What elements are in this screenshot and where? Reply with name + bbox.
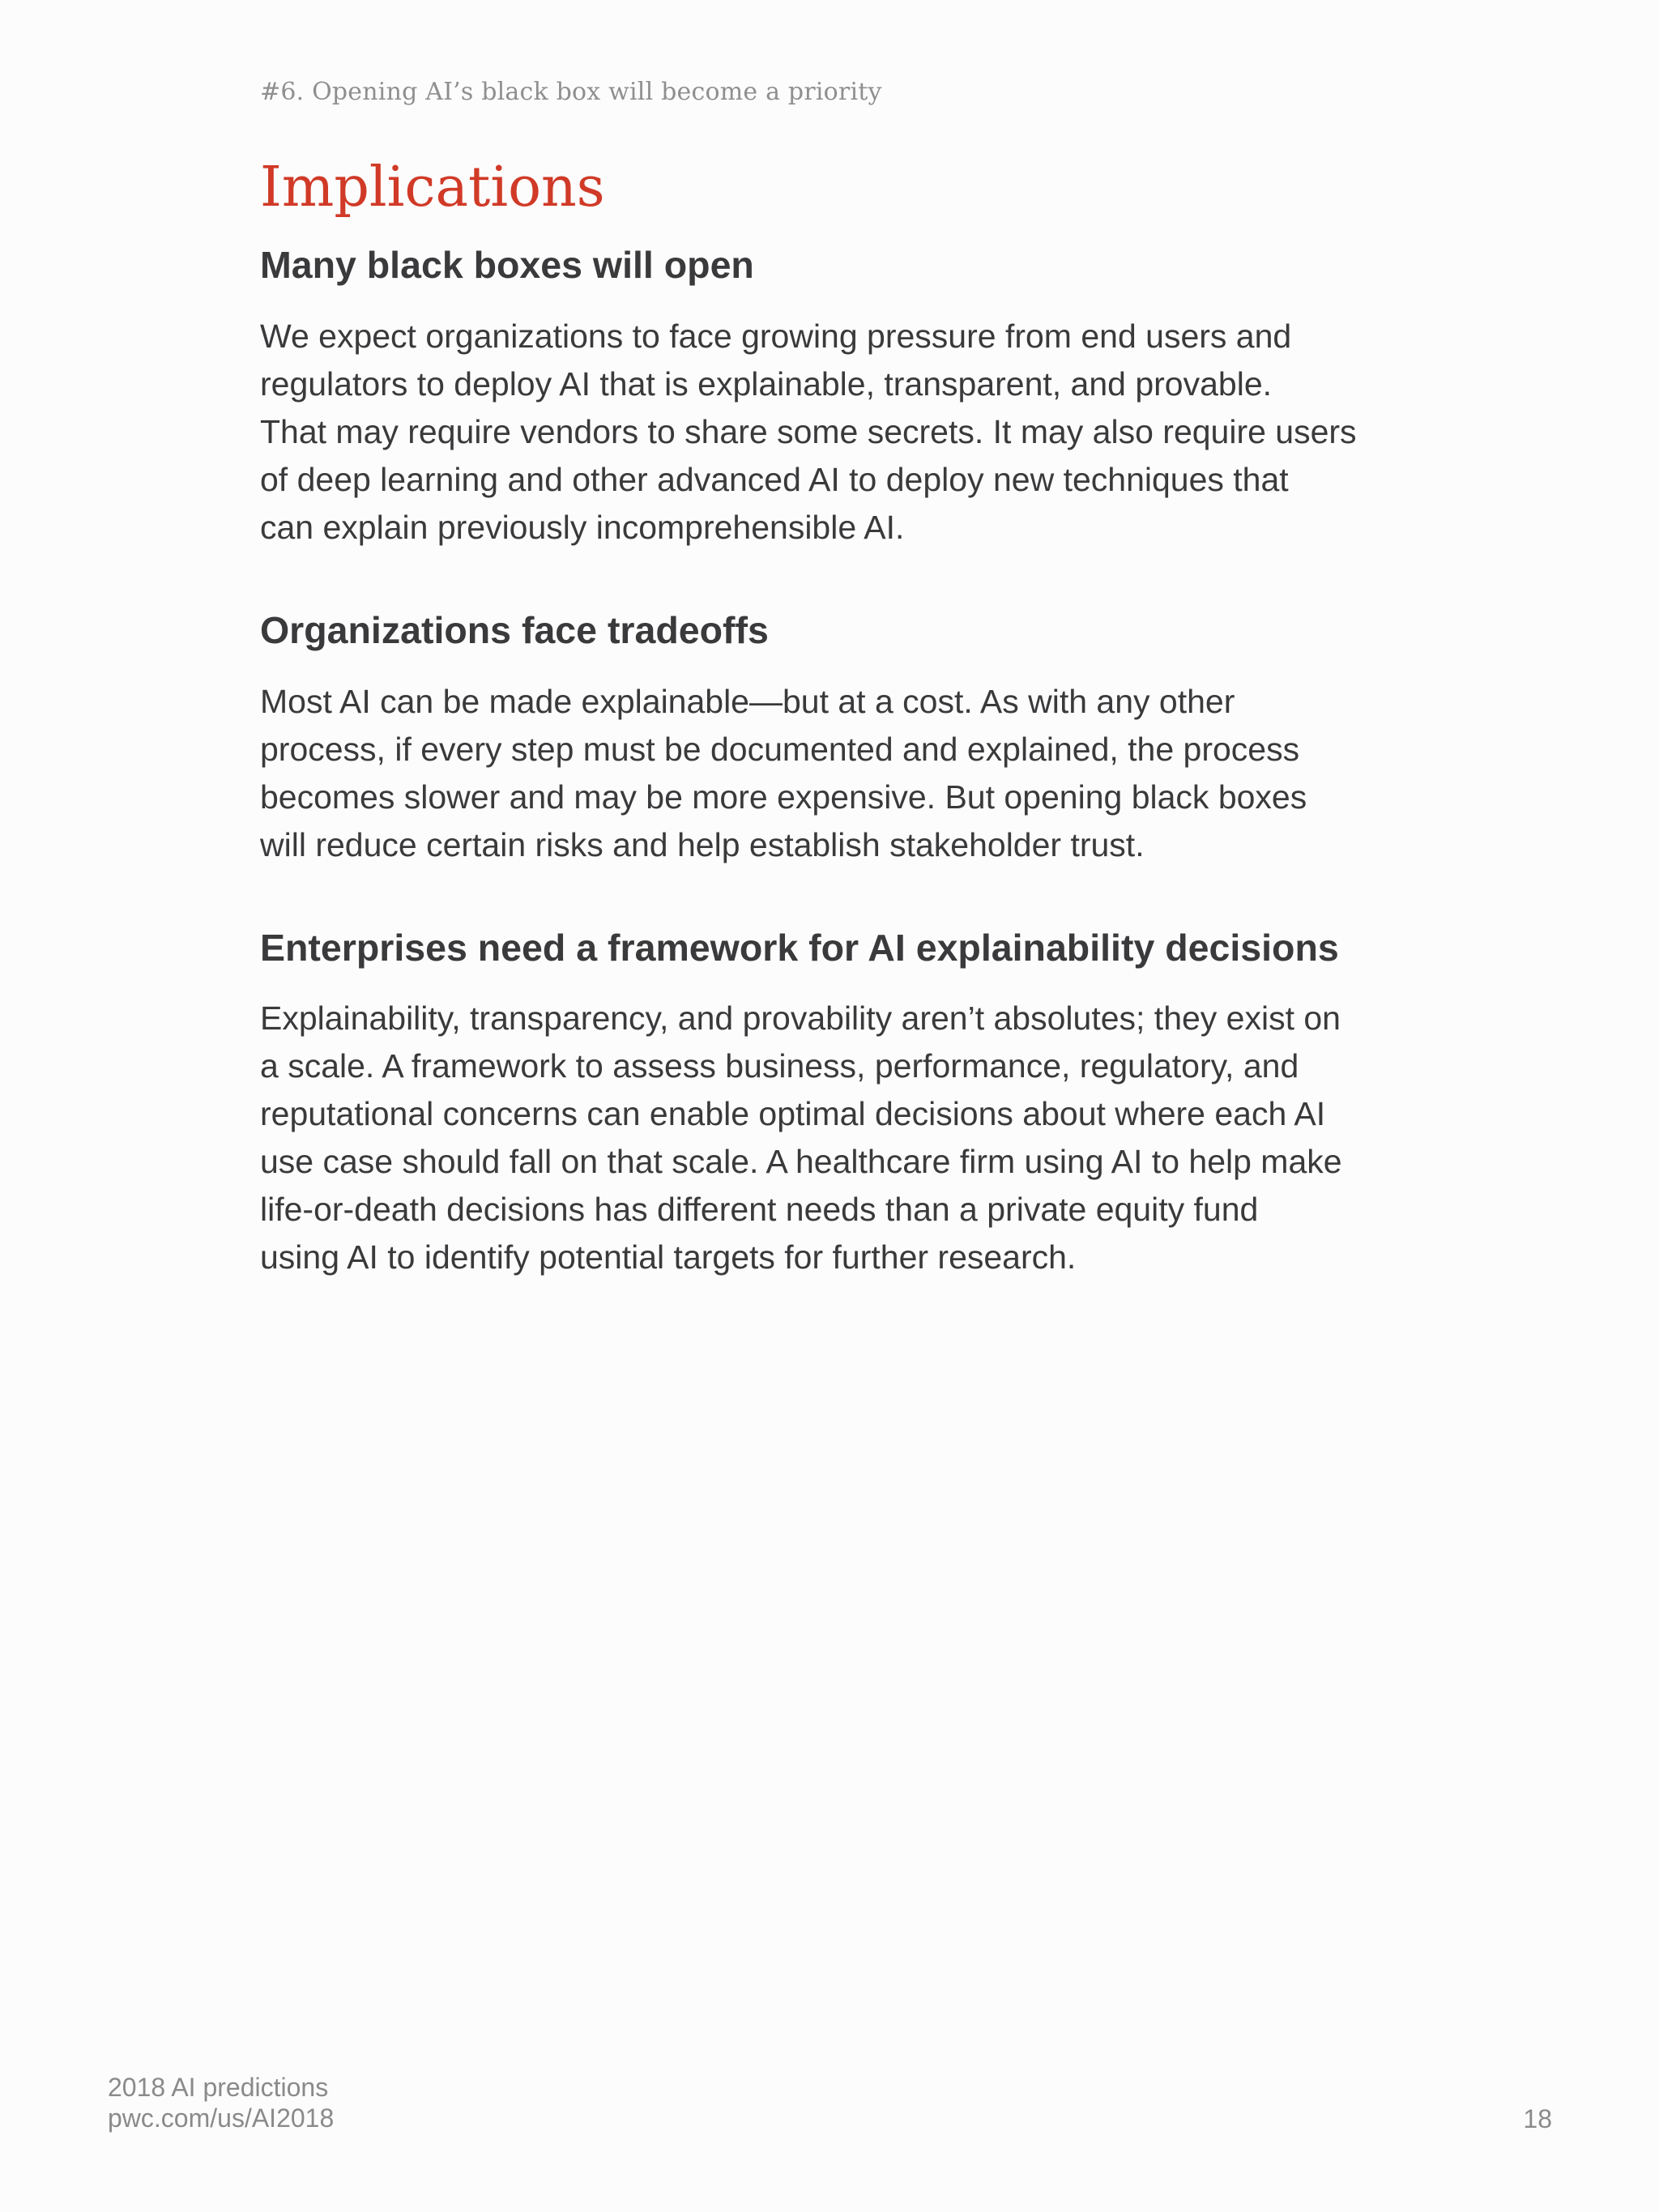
section-paragraph xyxy=(260,995,1427,1281)
paragraph-line: reputational concerns can enable optimal decisions about where each AI xyxy=(260,1095,1326,1133)
paragraph-line: We expect organizations to face growing pressure from end users and xyxy=(260,317,1292,355)
page-number: 18 xyxy=(1523,2104,1552,2133)
paragraph-line: regulators to deploy AI that is explainable, transparent, and provable. xyxy=(260,364,1273,403)
paragraph-line: Most AI can be made explainable—but at a cost. As with any other xyxy=(260,682,1235,720)
section-tradeoffs xyxy=(260,608,1427,869)
paragraph-line: using AI to identify potential targets for further research. xyxy=(260,1238,1077,1276)
footer-url[interactable]: pwc.com/us/AI2018 xyxy=(108,2103,335,2133)
paragraph-line: use case should fall on that scale. A healthcare firm using AI to help make xyxy=(260,1143,1342,1181)
paragraph-line: will reduce certain risks and help establish stakeholder trust. xyxy=(260,825,1145,863)
footer-publication: 2018 AI predictions xyxy=(108,2073,329,2102)
section-heading: Enterprises need a framework for AI explainability decisions xyxy=(260,926,1339,969)
main-content xyxy=(260,156,1427,1281)
page-title: Implications xyxy=(260,156,605,219)
paragraph-line: Explainability, transparency, and provability aren’t absolutes; they exist on xyxy=(260,999,1341,1038)
section-heading: Many black boxes will open xyxy=(260,244,754,286)
footer xyxy=(108,2072,334,2133)
paragraph-line: of deep learning and other advanced AI to deploy new techniques that xyxy=(260,460,1289,498)
paragraph-line: process, if every step must be documented and explained, the process xyxy=(260,730,1300,768)
section-paragraph xyxy=(260,313,1427,552)
paragraph-line: That may require vendors to share some secrets. It may also require users xyxy=(260,412,1357,450)
paragraph-line: a scale. A framework to assess business, performance, regulatory, and xyxy=(260,1047,1299,1085)
section-heading: Organizations face tradeoffs xyxy=(260,608,769,651)
paragraph-line: life-or-death decisions has different needs than a private equity fund xyxy=(260,1191,1259,1229)
running-header: #6. Opening AI’s black box will become a priority xyxy=(260,78,882,106)
section-framework xyxy=(260,926,1427,1282)
paragraph-line: can explain previously incomprehensible AI. xyxy=(260,508,905,546)
section-black-boxes xyxy=(260,243,1427,552)
paragraph-line: becomes slower and may be more expensive. But opening black boxes xyxy=(260,778,1307,816)
section-paragraph xyxy=(260,678,1427,869)
